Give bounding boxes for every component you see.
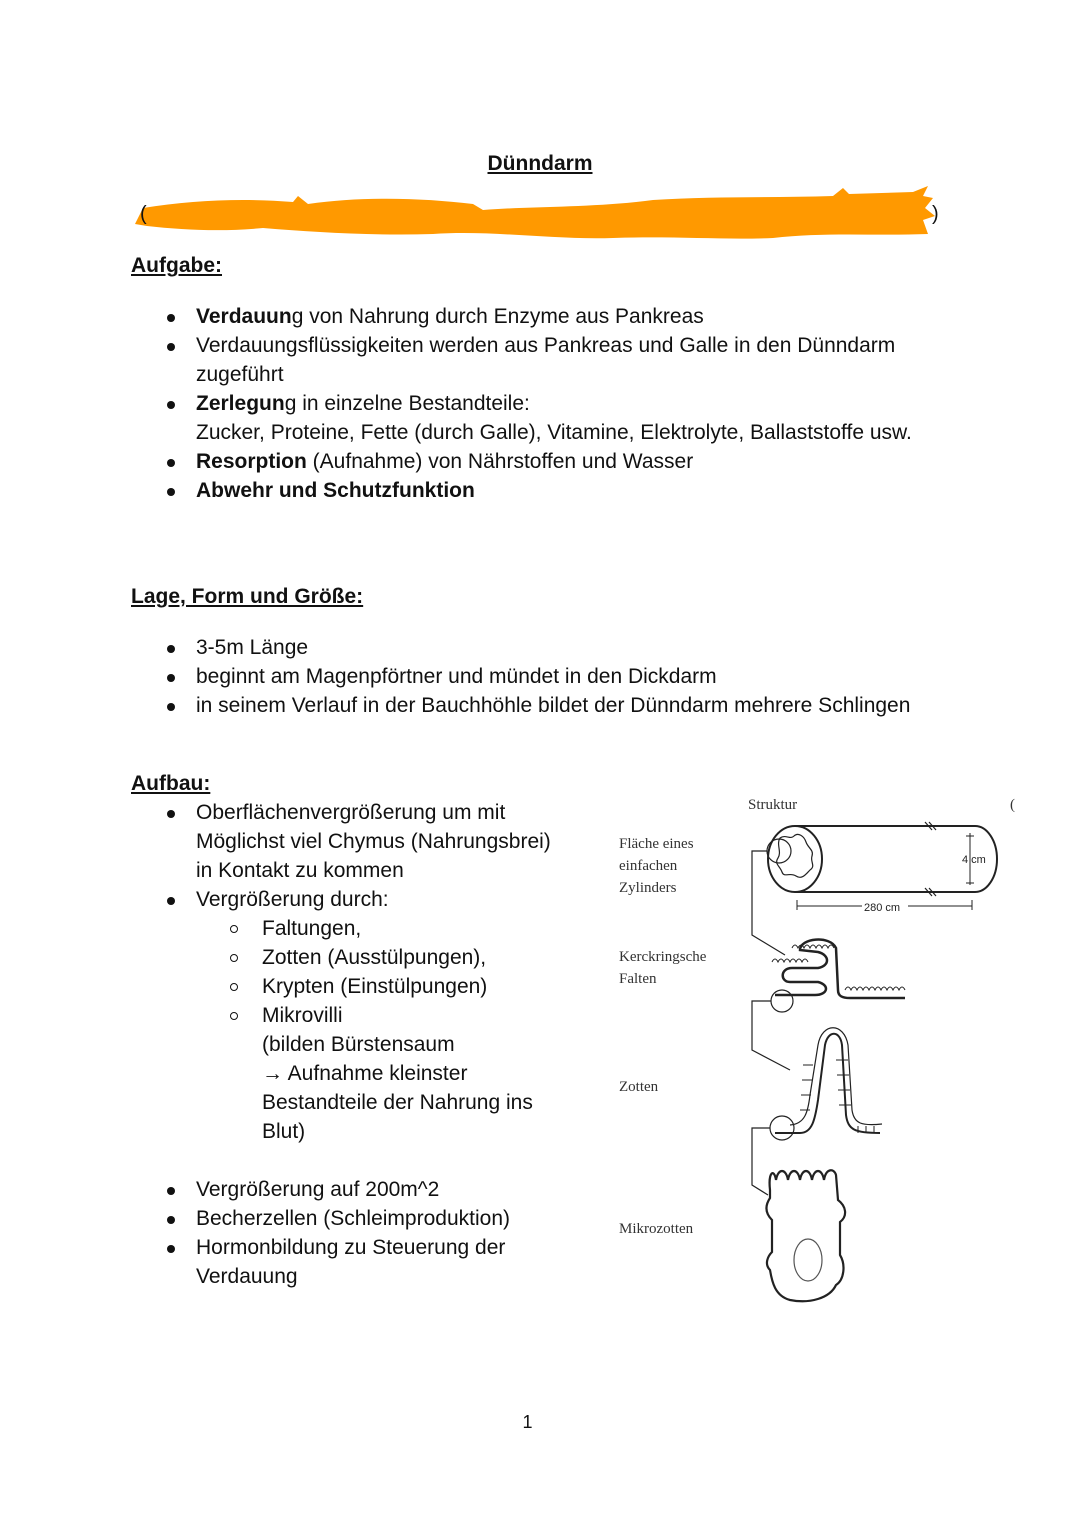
label-folds: Kerckringsche Falten — [619, 949, 707, 987]
list-item: Resorption (Aufnahme) von Nährstoffen und Wasser — [131, 447, 1031, 476]
sub-list-item: Faltungen, — [131, 914, 601, 943]
list-item: 3-5m Länge — [131, 633, 1031, 662]
list-item: Oberflächenvergrößerung um mit Möglichst viel Chymus (Nahrungsbrei) in Kontakt zu kommen — [131, 798, 601, 885]
label-microvilli: Mikrozotten — [619, 1221, 694, 1237]
sub-list-item: Zotten (Ausstülpungen), — [131, 943, 601, 972]
sub-list-item: Krypten (Einstülpungen) — [131, 972, 601, 1001]
list-item: beginnt am Magenpförtner und mündet in den Dickdarm — [131, 662, 1031, 691]
page-number: 1 — [522, 1412, 533, 1432]
paren-right: ) — [932, 203, 939, 225]
list-item: Hormonbildung zu Steuerung der Verdauung — [131, 1233, 601, 1291]
list-item: Verdauungsflüssigkeiten werden aus Pankreas und Galle in den Dünndarm zugeführt — [131, 331, 956, 389]
list-item: Vergrößerung auf 200m^2 — [131, 1175, 601, 1204]
page-title: Dünndarm — [487, 152, 593, 175]
sub-list-item: Mikrovilli (bilden Bürstensaum → Aufnahme kleinster Bestandteile der Nahrung ins Blut) — [131, 1001, 601, 1146]
diagram-heading: Struktur — [748, 797, 798, 813]
intestine-structure-diagram — [740, 815, 1010, 1315]
heading-lage: Lage, Form und Größe: — [131, 585, 364, 608]
heading-aufgabe: Aufgabe: — [131, 254, 222, 277]
list-item: Vergrößerung durch: — [131, 885, 601, 914]
list-item: in seinem Verlauf in der Bauchhöhle bildet der Dünndarm mehrere Schlingen — [131, 691, 1031, 720]
redaction-highlight — [133, 186, 943, 244]
diameter-label: 4 cm — [962, 854, 986, 866]
heading-aufbau: Aufbau: — [131, 772, 211, 795]
label-cylinder: Fläche eines einfachen Zylinders — [619, 836, 694, 896]
list-item: Abwehr und Schutzfunktion — [131, 476, 1031, 505]
paren-left: ( — [140, 203, 147, 225]
list-item: Verdauung von Nahrung durch Enzyme aus Pankreas — [131, 302, 1031, 331]
lage-list — [131, 633, 1031, 720]
label-villi: Zotten — [619, 1079, 659, 1095]
aufgabe-list — [131, 302, 1031, 505]
length-label: 280 cm — [864, 902, 901, 914]
aufbau-list — [131, 798, 601, 1291]
list-item: Zerlegung in einzelne Bestandteile: Zucker, Proteine, Fette (durch Galle), Vitamine, Elektrolyte, Ballaststoffe usw. — [131, 389, 1031, 447]
stray-mark: ( — [1010, 797, 1015, 813]
list-item: Becherzellen (Schleimproduktion) — [131, 1204, 601, 1233]
